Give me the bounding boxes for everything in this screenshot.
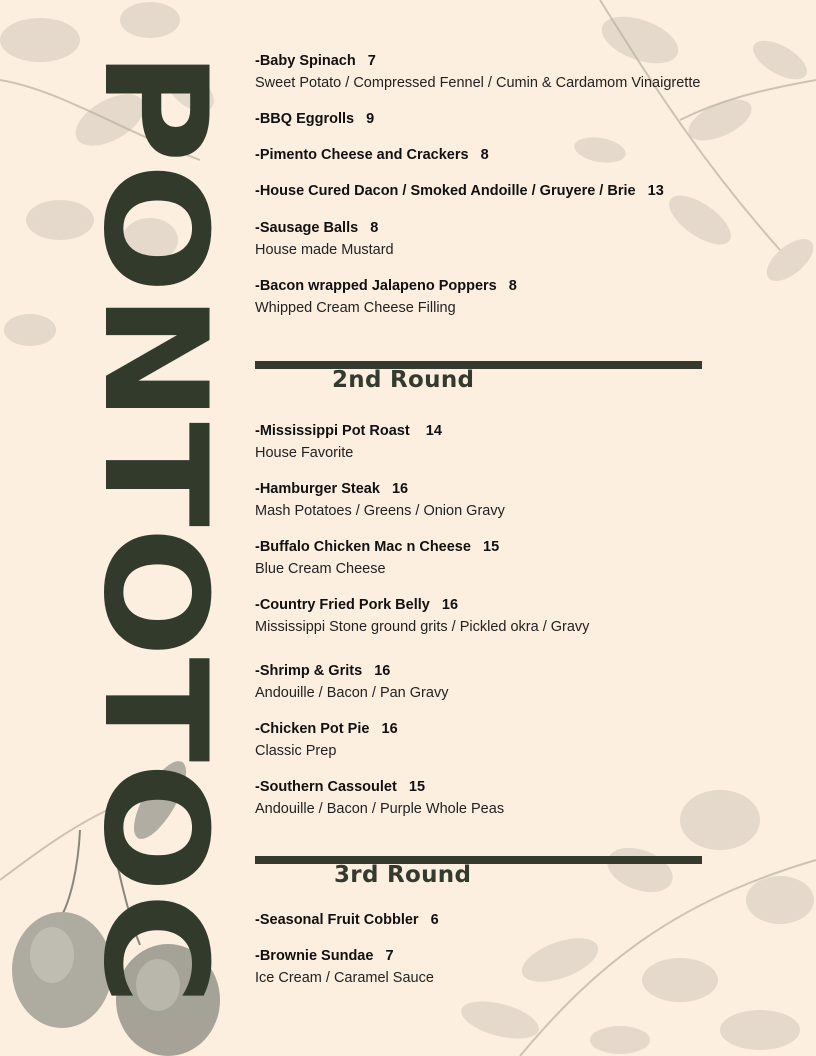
item-description: Classic Prep [255,743,337,759]
menu-item [255,277,775,317]
item-name: -House Cured Dacon / Smoked Andoille / Gruyere / Brie 13 [255,183,664,199]
item-name: -Shrimp & Grits 16 [255,663,391,679]
menu-item [255,52,775,92]
item-description: Mash Potatoes / Greens / Onion Gravy [255,503,505,519]
brand-title-text: PONTOTOC [72,50,237,934]
item-description: Ice Cream / Caramel Sauce [255,970,434,986]
item-name: -Pimento Cheese and Crackers 8 [255,147,489,163]
section-divider [255,856,702,864]
menu-item [255,110,775,128]
item-description: Mississippi Stone ground grits / Pickled okra / Gravy [255,619,590,635]
item-description: Andouille / Bacon / Pan Gravy [255,685,449,701]
menu-item [255,422,775,462]
section-divider [255,361,702,369]
menu-item [255,146,775,164]
item-name: -Southern Cassoulet 15 [255,779,426,795]
item-name: -Buffalo Chicken Mac n Cheese 15 [255,539,500,555]
menu-item [255,911,775,929]
item-name: -Brownie Sundae 7 [255,948,394,964]
section-title-3rd-round: 3rd Round [334,862,472,888]
section-title-2nd-round: 2nd Round [332,367,475,393]
menu-item [255,662,775,702]
menu-item [255,596,775,636]
item-name: -Bacon wrapped Jalapeno Poppers 8 [255,278,517,294]
item-description: Andouille / Bacon / Purple Whole Peas [255,801,505,817]
item-description: Sweet Potato / Compressed Fennel / Cumin & Cardamom Vinaigrette [255,75,701,91]
menu-item [255,219,775,259]
item-name: -Chicken Pot Pie 16 [255,721,398,737]
item-description: House Favorite [255,445,354,461]
menu-item [255,720,775,760]
menu-item [255,947,775,987]
menu-item [255,538,775,578]
item-name: -Hamburger Steak 16 [255,481,409,497]
item-description: Blue Cream Cheese [255,561,386,577]
item-name: -Sausage Balls 8 [255,220,379,236]
menu-item [255,182,775,200]
item-name: -BBQ Eggrolls 9 [255,111,375,127]
menu-item [255,778,775,818]
item-description: Whipped Cream Cheese Filling [255,300,456,316]
item-name: -Baby Spinach 7 [255,53,376,69]
item-name: -Country Fried Pork Belly 16 [255,597,459,613]
brand-title [72,48,237,1008]
menu-item [255,480,775,520]
item-description: House made Mustard [255,242,394,258]
item-name: -Seasonal Fruit Cobbler 6 [255,912,439,928]
item-name: -Mississippi Pot Roast 14 [255,423,442,439]
